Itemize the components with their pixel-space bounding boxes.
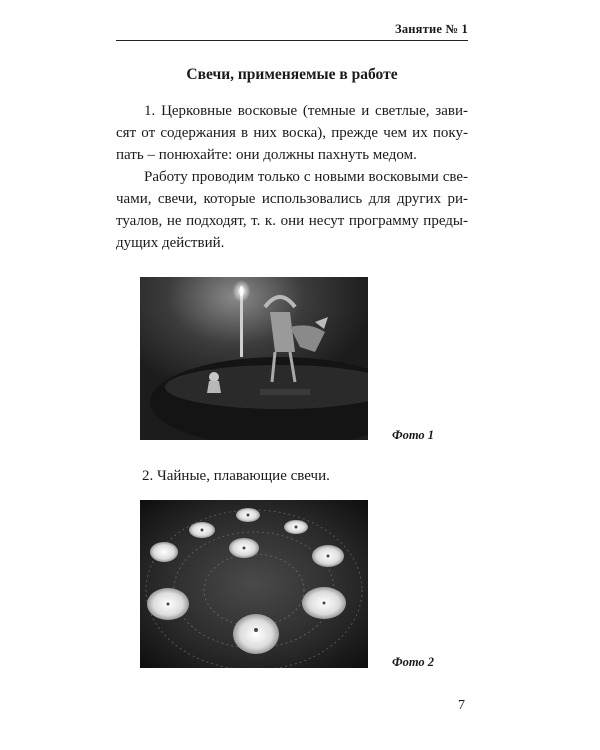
photo-1-caption: Фото 1: [392, 428, 435, 442]
paragraph-2-line: чами, свечи, которые использовались для других ри-: [116, 191, 468, 207]
paragraph-1-line: сят от содержания в них воска), прежде чем их поку-: [116, 125, 468, 141]
paragraph-1-line: 1. Церковные восковые (темные и светлые, зави-: [144, 103, 468, 119]
photo-church-candle-image: [140, 277, 368, 440]
photo-2-caption: Фото 2: [392, 655, 435, 669]
photo-church-candle: [140, 277, 368, 440]
photo-tea-candles: [140, 500, 368, 668]
paragraph-2-line: дущих действий.: [116, 235, 225, 251]
paragraph-2: [116, 166, 468, 254]
paragraph-2-line: Работу проводим только с новыми восковыми све-: [144, 169, 468, 185]
section-title: Свечи, применяемые в работе: [186, 66, 398, 83]
page-number: 7: [458, 698, 465, 713]
running-header-text: Занятие № 1: [395, 22, 468, 36]
paragraph-1-line: пать – понюхайте: они должны пахнуть медом.: [116, 147, 417, 163]
photo-tea-candles-image: [140, 500, 368, 668]
list-item-tea-candles: 2. Чайные, плавающие свечи.: [142, 468, 330, 484]
paragraph-2-line: туалов, не подходят, т. к. они несут программу преды-: [116, 213, 468, 229]
running-header: [116, 22, 468, 41]
paragraph-1: [116, 100, 468, 166]
